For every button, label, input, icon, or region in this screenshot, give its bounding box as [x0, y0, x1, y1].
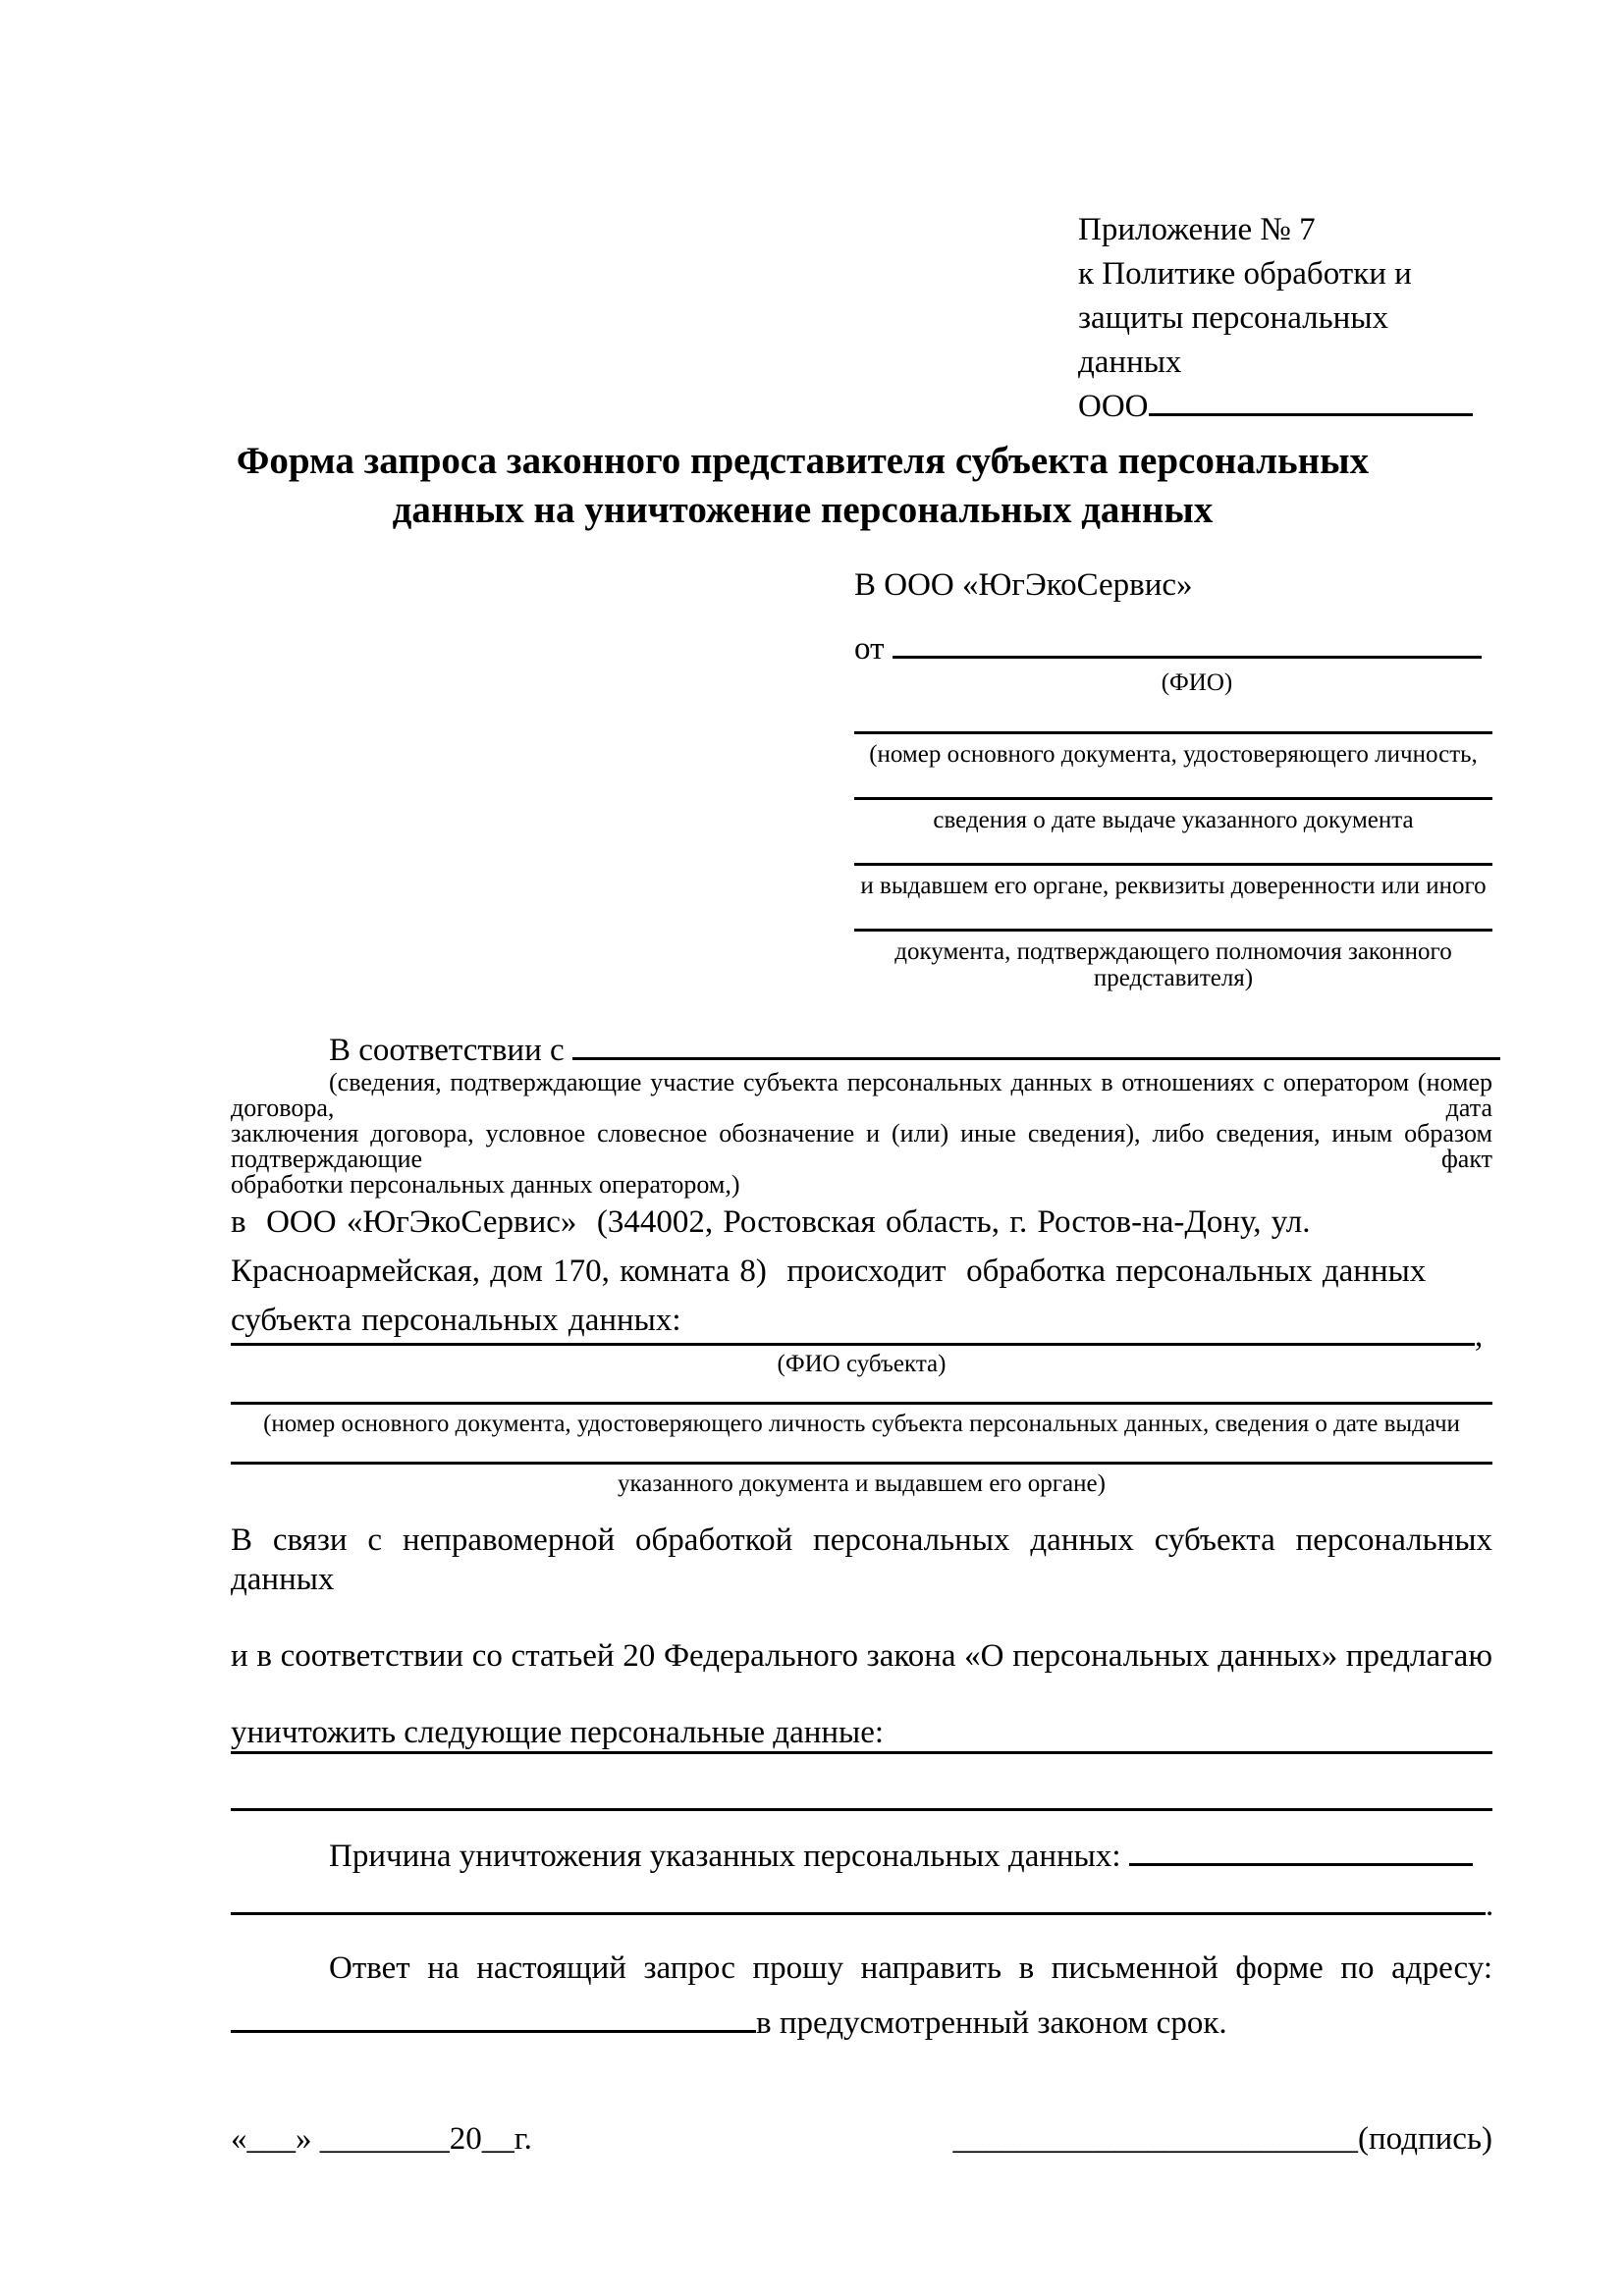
request-line-3: уничтожить следующие персональные данные: [231, 1715, 885, 1750]
title-line-1: Форма запроса законного представителя субъекта персональных [236, 440, 1370, 482]
blank-line [231, 1402, 1492, 1405]
note-line-3: обработки персональных данных оператором,) [231, 1170, 740, 1199]
request-line-2: и в соответствии со статьей 20 Федерального закона «О персональных данных» предлагаю [231, 1638, 1492, 1674]
address-blank-line [231, 2030, 756, 2033]
note-line-2: заключения договора, условное словесное обозначение и (или) иные сведения), либо сведения, иным образом подтверждающие факт [231, 1119, 1492, 1173]
date-blank-field: «___» ________20__г. [231, 2121, 532, 2157]
operator-line-3: субъекта персональных данных: [231, 1303, 681, 1338]
fio-caption: (ФИО) [1161, 669, 1233, 696]
rep-doc-caption-4: документа, подтверждающего полномочия законного представителя) [894, 938, 1452, 991]
signature-caption: (подпись) [1358, 2121, 1492, 2157]
trailing-period: . [1486, 1888, 1494, 1923]
appendix-ooo-line [1078, 385, 1492, 429]
accordance-label: В соответствии с [329, 1033, 572, 1068]
blank-line [231, 1912, 1486, 1915]
appendix-line-2: к Политике обработки и [1078, 256, 1412, 292]
operator-line-2: Красноармейская, дом 170, комната 8) происходит обработка персональных данных [231, 1254, 1427, 1289]
blank-line [231, 1751, 1492, 1754]
data-blank-line-2 [231, 1786, 1492, 1817]
from-field-row [854, 629, 1492, 668]
answer-line: Ответ на настоящий запрос прошу направить в письменной форме по адресу: [329, 1950, 1492, 1986]
subject-fio-blank-line [231, 1343, 1475, 1346]
answer-tail-text: в предусмотренный законом срок. [756, 2005, 1227, 2041]
addressee-block [854, 564, 1492, 991]
reason-blank-line [1129, 1863, 1473, 1866]
rep-doc-caption-3: и выдавшем его органе, реквизиты доверенности или иного [860, 873, 1487, 899]
appendix-block [1078, 208, 1492, 429]
subject-doc-caption-2: указанного документа и выдавшем его органе) [618, 1470, 1106, 1497]
subject-doc-blank-line-2 [231, 1439, 1492, 1470]
rep-doc-blank-line-3 [854, 839, 1492, 873]
rep-doc-blank-line-1 [854, 708, 1492, 741]
blank-line [231, 1462, 1492, 1465]
blank-line [854, 731, 1492, 734]
blank-line [231, 1808, 1492, 1811]
rep-doc-blank-line-4 [854, 905, 1492, 938]
blank-line [854, 863, 1492, 866]
document-content [0, 208, 1624, 2162]
rep-doc-caption-2: сведения о дате выдаче указанного документа [933, 807, 1414, 833]
data-blank-line-1 [231, 1729, 1492, 1760]
accordance-row [231, 1031, 1492, 1070]
request-paragraph [231, 1521, 1492, 1752]
blank-line [854, 797, 1492, 800]
trailing-comma: , [1475, 1318, 1484, 1354]
appendix-line-1: Приложение № 7 [1078, 212, 1316, 247]
accordance-blank-line [572, 1057, 1500, 1060]
title-line-2: данных на уничтожение персональных данных [392, 489, 1214, 531]
from-label: от [854, 631, 893, 667]
rep-doc-caption-1: (номер основного документа, удостоверяющего личность, [869, 741, 1478, 768]
request-line-1: В связи с неправомерной обработкой персональных данных субъекта персональных данных [231, 1522, 1492, 1597]
operator-line-1: в ООО «ЮгЭкоСервис» (344002, Ростовская область, г. Ростов-на-Дону, ул. [231, 1204, 1311, 1240]
appendix-ooo-label: ООО [1078, 389, 1149, 424]
appendix-line-3: защиты персональных данных [1078, 300, 1388, 380]
reason-row [231, 1837, 1492, 1876]
reason-blank-line-2 [231, 1890, 1492, 1921]
answer-address-row [231, 2003, 1492, 2043]
from-fio-blank-line [893, 656, 1482, 659]
addressee-organization: В ООО «ЮгЭкоСервис» [854, 567, 1193, 603]
signature-blank-line: _________________________ [952, 2121, 1358, 2157]
rep-doc-blank-line-2 [854, 774, 1492, 807]
note-line-1: (сведения, подтверждающие участие субъекта персональных данных в отношениях с оператором (номер договора, дата [231, 1068, 1492, 1122]
blank-line [854, 929, 1492, 932]
document-title [231, 437, 1492, 535]
accordance-note [231, 1070, 1492, 1198]
footer-row [231, 2117, 1492, 2162]
subject-doc-caption-1: (номер основного документа, удостоверяющего личность субъекта персональных данных, сведения о дате выдачи [263, 1411, 1460, 1437]
signature-group [953, 2117, 1493, 2162]
ooo-name-blank-line [1149, 413, 1473, 416]
reason-label: Причина уничтожения указанных персональных данных: [329, 1839, 1129, 1874]
subject-doc-blank-line-1 [231, 1379, 1492, 1411]
subject-fio-caption: (ФИО субъекта) [777, 1351, 947, 1377]
